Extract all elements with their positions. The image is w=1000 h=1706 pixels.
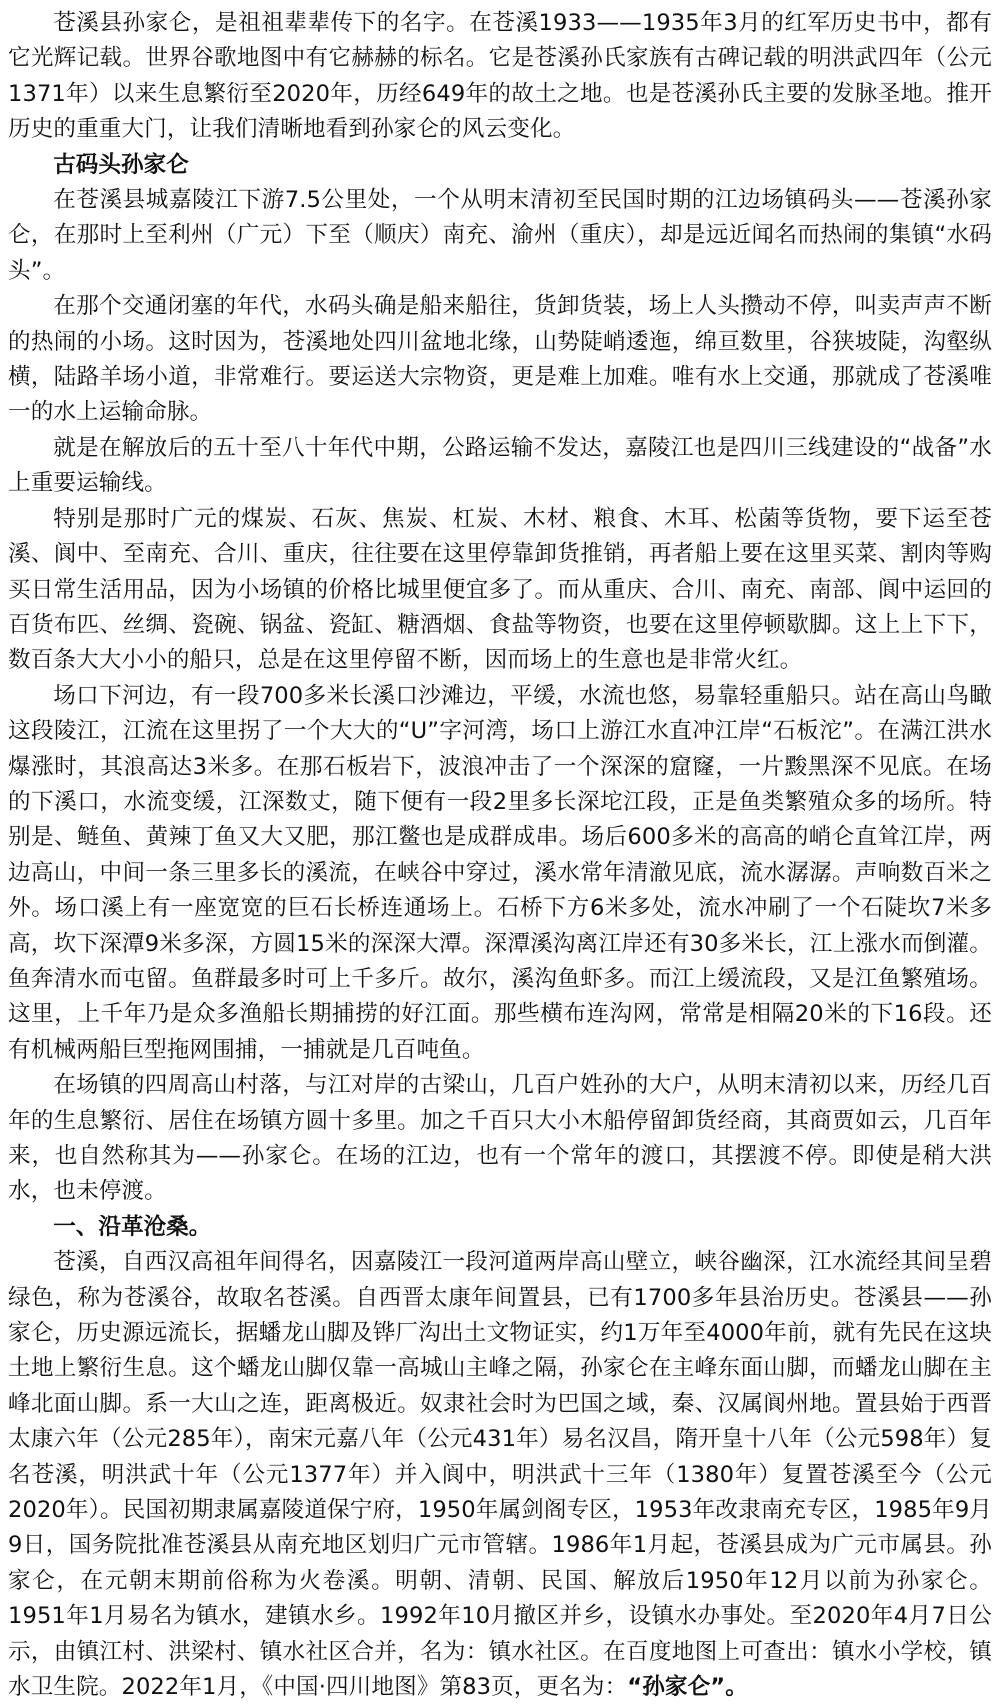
paragraph-transport: 在那个交通闭塞的年代，水码头确是船来船往，货卸货装，场上人头攒动不停，叫卖声声不断的热闹的小场。这时因为，苍溪地处四川盆地北缘，山势陡峭逶迤，绵亘数里，谷狭坡陡，沟壑纵横，陆路羊场小道，非常难行。要运送大宗物资，更是难上加难。唯有水上交通，那就成了苍溪唯一的水上运输命脉。 [8,293,992,426]
history-text: 苍溪，自西汉高祖年间得名，因嘉陵江一段河道两岸高山壁立，峡谷幽深，江水流经其间呈碧绿色，称为苍溪谷，故取名苍溪。自西晋太康年间置县，已有1700多年县治历史。苍溪县——孙家仑，历史源远流长，据蟠龙山脚及铧厂沟出土文物证实，约1万年至4000年前，就有先民在这块土地上繁衍生息。这个蟠龙山脚仅靠一高城山主峰之隔，孙家仑在主峰东面山脚，而蟠龙山脚在主峰北面山脚。系一大山之连，距离极近。奴隶社会时为巴国之域，秦、汉属阆州地。置县始于西晋太康六年（公元285年），南宋元嘉八年（公元431年）易名汉昌，隋开皇十八年（公元598年）复名苍溪，明洪武十年（公元1377年）并入阆中，明洪武十三年（1380年）复置苍溪至今（公元2020年）。民国初期隶属嘉陵道保宁府，1950年属剑阁专区，1953年改隶南充专区，1985年9月9日，国务院批准苍溪县从南充地区划归广元市管辖。1986年1月起，苍溪县成为广元市属县。孙家仑，在元朝末期前俗称为火卷溪。明朝、清朝、民国、解放后1950年12月以前为孙家仑。1951年1月易名为镇水，建镇水乡。1992年10月撤区并乡，设镇水办事处。至2020年4月7日公示，由镇江村、洪梁村、镇水社区合并，名为：镇水社区。在百度地图上可查出：镇水小学校，镇水卫生院。2022年1月，《中国·四川地图》第83页，更名为： [8,1249,992,1701]
paragraph-settlement: 在场镇的四周高山村落，与江对岸的古梁山，几百户姓孙的大户，从明末清初以来，历经几百年的生息繁衍、居住在场镇方圆十多里。加之千百只大小木船停留卸货经商，其商贾如云，几百年来，也自然称其为——孙家仑。在场的江边，也有一个常年的渡口，其摆渡不停。即使是稍大洪水，也未停渡。 [8,1072,992,1205]
paragraph-goods: 特别是那时广元的煤炭、石灰、焦炭、杠炭、木材、粮食、木耳、松菌等货物，要下运至苍溪、阆中、至南充、合川、重庆，往往要在这里停靠卸货推销，再者船上要在这里买菜、割肉等购买日常生活用品，因为小场镇的价格比城里便宜多了。而从重庆、合川、南充、南部、阆中运回的百货布匹、丝绸、瓷碗、锅盆、瓷缸、糖酒烟、食盐等物资，也要在这里停顿歇脚。这上上下下，数百条大大小小的船只，总是在这里停留不断，因而场上的生意也是非常火红。 [8,505,992,674]
section-heading-old-wharf: 古码头孙家仑 [53,151,189,178]
final-name: “孙家仑”。 [627,1674,748,1701]
intro-paragraph: 苍溪县孙家仑，是祖祖辈辈传下的名字。在苍溪1933——1935年3月的红军历史书中，都有它光辉记载。世界谷歌地图中有它赫赫的标名。它是苍溪孙氏家族有古碑记载的明洪武四年（公元1371年）以来生息繁衍至2020年，历经649年的故土之地。也是苍溪孙氏主要的发脉圣地。推开历史的重重大门，让我们清晰地看到孙家仑的风云变化。 [8,10,992,143]
paragraph-history [8,1245,992,1705]
paragraph-river: 场口下河边，有一段700多米长溪口沙滩边，平缓，水流也悠，易靠轻重船只。站在高山鸟瞰这段陵江，江流在这里拐了一个大大的“U”字河湾，场口上游江水直冲江岸“石板沱”。在满江洪水爆涨时，其浪高达3米多。在那石板岩下，波浪冲击了一个深深的窟窿，一片黢黑深不见底。在场的下溪口，水流变缓，江深数丈，随下便有一段2里多长深坨江段，正是鱼类繁殖众多的场所。特别是、鲢鱼、黄辣丁鱼又大又肥，那江鳖也是成群成串。场后600多米的高高的峭仑直耸江岸，两边高山，中间一条三里多长的溪流，在峡谷中穿过，溪水常年清澈见底，流水潺潺。声响数百米之外。场口溪上有一座宽宽的巨石长桥连通场上。石桥下方6米多处，流水冲刷了一个石陡坎7米多高，坎下深潭9米多深，方圆15米的深深大潭。深潭溪沟离江岸还有30多米长，江上涨水而倒灌。鱼奔清水而屯留。鱼群最多时可上千多斤。故尔，溪沟鱼虾多。而江上缓流段，又是江鱼繁殖场。这里，上千年乃是众多渔船长期捕捞的好江面。那些横布连沟网，常常是相隔20米的下16段。还有机械两船巨型拖网围捕，一捕就是几百吨鱼。 [8,682,992,1063]
paragraph-location: 在苍溪县城嘉陵江下游7.5公里处，一个从明末清初至民国时期的江边场镇码头——苍溪孙家仑，在那时上至利州（广元）下至（顺庆）南充、渝州（重庆），却是远近闻名而热闹的集镇“水码头”。 [8,187,992,284]
section-heading-history: 一、沿革沧桑。 [53,1213,212,1240]
paragraph-postwar: 就是在解放后的五十至八十年代中期，公路运输不发达，嘉陵江也是四川三线建设的“战备”水上重要运输线。 [8,434,992,497]
